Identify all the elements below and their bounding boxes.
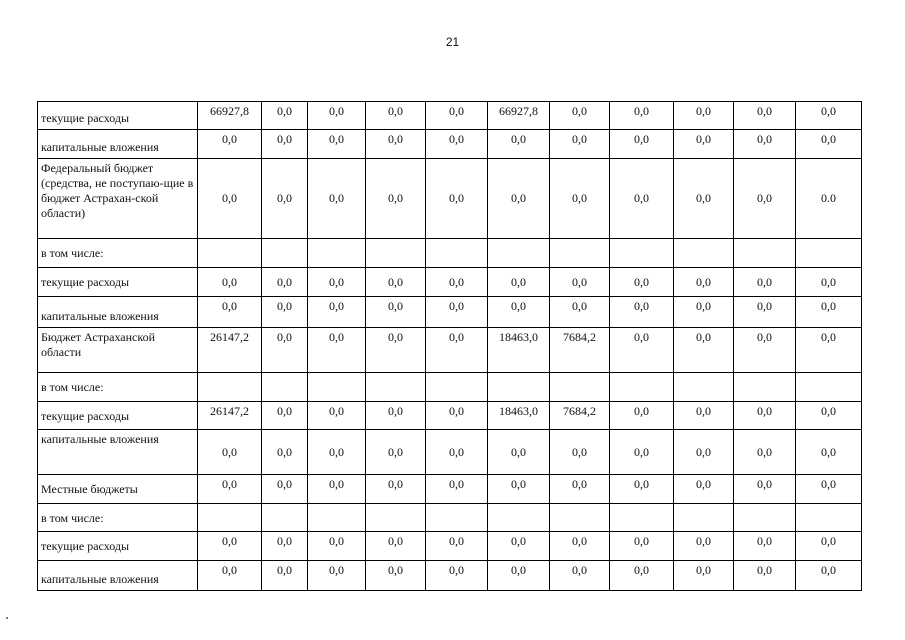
value-cell: 0,0 — [610, 159, 674, 239]
table-row — [38, 239, 862, 268]
value-cell: 0,0 — [366, 532, 426, 561]
value-cell: 0,0 — [488, 130, 550, 159]
value-cell: 0,0 — [366, 561, 426, 591]
value-cell: 0,0 — [610, 102, 674, 130]
table-row — [38, 561, 862, 591]
value-cell — [488, 504, 550, 532]
value-cell: 0,0 — [610, 561, 674, 591]
value-cell — [308, 373, 366, 402]
value-cell: 0,0 — [426, 561, 488, 591]
row-label: Федеральный бюджет (средства, не поступаю-щие в бюджет Астрахан-ской области) — [38, 159, 198, 239]
value-cell: 0,0 — [610, 402, 674, 430]
value-cell: 0,0 — [308, 268, 366, 297]
value-cell: 0,0 — [734, 430, 796, 475]
value-cell — [426, 504, 488, 532]
value-cell: 0,0 — [262, 130, 308, 159]
value-cell: 0,0 — [366, 402, 426, 430]
value-cell — [550, 373, 610, 402]
value-cell — [488, 239, 550, 268]
table-row — [38, 102, 862, 130]
value-cell: 0,0 — [610, 268, 674, 297]
value-cell: 0,0 — [734, 532, 796, 561]
value-cell: 0,0 — [674, 402, 734, 430]
value-cell — [366, 239, 426, 268]
value-cell — [308, 504, 366, 532]
value-cell — [734, 504, 796, 532]
value-cell: 0.0 — [796, 159, 862, 239]
value-cell — [366, 504, 426, 532]
page-number: 21 — [445, 35, 460, 49]
value-cell: 0,0 — [262, 328, 308, 373]
table-row — [38, 268, 862, 297]
value-cell: 66927,8 — [198, 102, 262, 130]
value-cell: 0,0 — [550, 130, 610, 159]
value-cell: 0,0 — [426, 102, 488, 130]
value-cell: 0,0 — [262, 430, 308, 475]
row-label: капитальные вложения — [38, 430, 198, 475]
value-cell: 0,0 — [550, 475, 610, 504]
value-cell: 0,0 — [308, 561, 366, 591]
table-row — [38, 328, 862, 373]
value-cell: 0,0 — [674, 328, 734, 373]
value-cell — [674, 373, 734, 402]
row-label: текущие расходы — [38, 532, 198, 561]
value-cell: 0,0 — [550, 268, 610, 297]
value-cell: 0,0 — [308, 297, 366, 328]
row-label: Бюджет Астраханской области — [38, 328, 198, 373]
value-cell: 0,0 — [426, 328, 488, 373]
value-cell: 0,0 — [426, 297, 488, 328]
value-cell: 0,0 — [366, 430, 426, 475]
row-label: Местные бюджеты — [38, 475, 198, 504]
value-cell: 0,0 — [796, 328, 862, 373]
value-cell — [308, 239, 366, 268]
budget-table — [37, 101, 862, 591]
value-cell: 0,0 — [308, 402, 366, 430]
value-cell: 0,0 — [796, 102, 862, 130]
value-cell: 0,0 — [734, 328, 796, 373]
value-cell: 0,0 — [262, 561, 308, 591]
row-label: в том числе: — [38, 373, 198, 402]
value-cell — [366, 373, 426, 402]
value-cell: 0,0 — [796, 297, 862, 328]
value-cell: 0,0 — [734, 130, 796, 159]
value-cell: 0,0 — [674, 297, 734, 328]
value-cell: 0,0 — [426, 430, 488, 475]
value-cell: 7684,2 — [550, 402, 610, 430]
value-cell: 0,0 — [674, 430, 734, 475]
table-row — [38, 159, 862, 239]
value-cell: 0,0 — [734, 402, 796, 430]
value-cell: 0,0 — [796, 130, 862, 159]
value-cell — [610, 504, 674, 532]
value-cell: 0,0 — [674, 130, 734, 159]
value-cell: 0,0 — [308, 102, 366, 130]
value-cell: 0,0 — [610, 130, 674, 159]
value-cell — [674, 504, 734, 532]
value-cell: 0,0 — [308, 328, 366, 373]
value-cell: 0,0 — [198, 130, 262, 159]
value-cell: 0,0 — [262, 159, 308, 239]
value-cell: 0,0 — [796, 475, 862, 504]
value-cell: 0,0 — [262, 102, 308, 130]
row-label: текущие расходы — [38, 268, 198, 297]
row-label: текущие расходы — [38, 402, 198, 430]
value-cell: 0,0 — [550, 532, 610, 561]
value-cell: 0,0 — [308, 532, 366, 561]
value-cell: 0,0 — [308, 430, 366, 475]
value-cell: 0,0 — [674, 159, 734, 239]
value-cell: 0,0 — [610, 430, 674, 475]
value-cell: 0,0 — [550, 159, 610, 239]
value-cell: 26147,2 — [198, 402, 262, 430]
value-cell: 0,0 — [366, 159, 426, 239]
value-cell: 0,0 — [674, 532, 734, 561]
value-cell: 0,0 — [488, 561, 550, 591]
value-cell: 0,0 — [610, 475, 674, 504]
value-cell — [550, 239, 610, 268]
row-label: текущие расходы — [38, 102, 198, 130]
value-cell: 0,0 — [262, 268, 308, 297]
value-cell — [488, 373, 550, 402]
value-cell — [198, 239, 262, 268]
value-cell: 0,0 — [308, 159, 366, 239]
value-cell — [198, 504, 262, 532]
table-row — [38, 130, 862, 159]
row-label: в том числе: — [38, 239, 198, 268]
row-label: капитальные вложения — [38, 130, 198, 159]
value-cell: 0,0 — [550, 561, 610, 591]
value-cell: 0,0 — [308, 475, 366, 504]
value-cell: 0,0 — [366, 297, 426, 328]
value-cell: 0,0 — [550, 297, 610, 328]
value-cell — [550, 504, 610, 532]
value-cell: 0,0 — [198, 475, 262, 504]
value-cell: 0,0 — [488, 297, 550, 328]
value-cell: 0,0 — [262, 475, 308, 504]
value-cell: 0,0 — [734, 268, 796, 297]
value-cell: 7684,2 — [550, 328, 610, 373]
value-cell: 0,0 — [426, 532, 488, 561]
value-cell: 0,0 — [198, 430, 262, 475]
value-cell: 0,0 — [308, 130, 366, 159]
table-row — [38, 504, 862, 532]
value-cell: 0,0 — [198, 561, 262, 591]
value-cell — [734, 373, 796, 402]
value-cell: 0,0 — [262, 297, 308, 328]
value-cell: 0,0 — [550, 102, 610, 130]
value-cell — [610, 373, 674, 402]
value-cell: 0,0 — [366, 328, 426, 373]
value-cell: 0,0 — [426, 159, 488, 239]
value-cell: 0,0 — [674, 268, 734, 297]
value-cell: 0,0 — [734, 102, 796, 130]
value-cell: 0,0 — [198, 532, 262, 561]
value-cell: 18463,0 — [488, 328, 550, 373]
table-row — [38, 373, 862, 402]
value-cell — [262, 239, 308, 268]
value-cell: 0,0 — [426, 268, 488, 297]
value-cell — [674, 239, 734, 268]
value-cell: 0,0 — [610, 328, 674, 373]
value-cell — [796, 239, 862, 268]
value-cell: 0,0 — [366, 102, 426, 130]
value-cell: 0,0 — [198, 268, 262, 297]
table-row — [38, 532, 862, 561]
value-cell: 0,0 — [426, 130, 488, 159]
value-cell — [426, 239, 488, 268]
row-label: в том числе: — [38, 504, 198, 532]
value-cell: 0,0 — [426, 475, 488, 504]
row-label: капитальные вложения — [38, 297, 198, 328]
value-cell: 26147,2 — [198, 328, 262, 373]
value-cell: 0,0 — [734, 297, 796, 328]
value-cell: 0,0 — [488, 430, 550, 475]
value-cell: 0,0 — [426, 402, 488, 430]
value-cell: 0,0 — [610, 532, 674, 561]
value-cell: 0,0 — [674, 475, 734, 504]
value-cell: 0,0 — [796, 268, 862, 297]
value-cell: 0,0 — [488, 532, 550, 561]
value-cell — [796, 504, 862, 532]
table-row — [38, 402, 862, 430]
value-cell: 0,0 — [674, 102, 734, 130]
value-cell — [198, 373, 262, 402]
value-cell: 0,0 — [366, 130, 426, 159]
value-cell — [734, 239, 796, 268]
value-cell: 18463,0 — [488, 402, 550, 430]
value-cell: 0,0 — [262, 402, 308, 430]
value-cell: 0,0 — [262, 532, 308, 561]
value-cell — [262, 504, 308, 532]
table-row — [38, 475, 862, 504]
row-label: капитальные вложения — [38, 561, 198, 591]
scan-artifact — [6, 617, 8, 619]
value-cell: 0,0 — [674, 561, 734, 591]
value-cell — [796, 373, 862, 402]
value-cell: 0,0 — [796, 402, 862, 430]
value-cell: 0,0 — [796, 532, 862, 561]
value-cell — [426, 373, 488, 402]
value-cell: 0,0 — [488, 159, 550, 239]
value-cell — [262, 373, 308, 402]
value-cell: 0,0 — [796, 561, 862, 591]
value-cell: 0,0 — [734, 561, 796, 591]
table-row — [38, 430, 862, 475]
table-row — [38, 297, 862, 328]
value-cell: 0,0 — [734, 159, 796, 239]
value-cell: 0,0 — [734, 475, 796, 504]
value-cell: 0,0 — [550, 430, 610, 475]
value-cell: 0,0 — [366, 268, 426, 297]
value-cell: 66927,8 — [488, 102, 550, 130]
value-cell: 0,0 — [488, 268, 550, 297]
value-cell: 0,0 — [198, 159, 262, 239]
value-cell: 0,0 — [366, 475, 426, 504]
value-cell — [610, 239, 674, 268]
value-cell: 0,0 — [198, 297, 262, 328]
value-cell: 0,0 — [796, 430, 862, 475]
value-cell: 0,0 — [610, 297, 674, 328]
value-cell: 0,0 — [488, 475, 550, 504]
